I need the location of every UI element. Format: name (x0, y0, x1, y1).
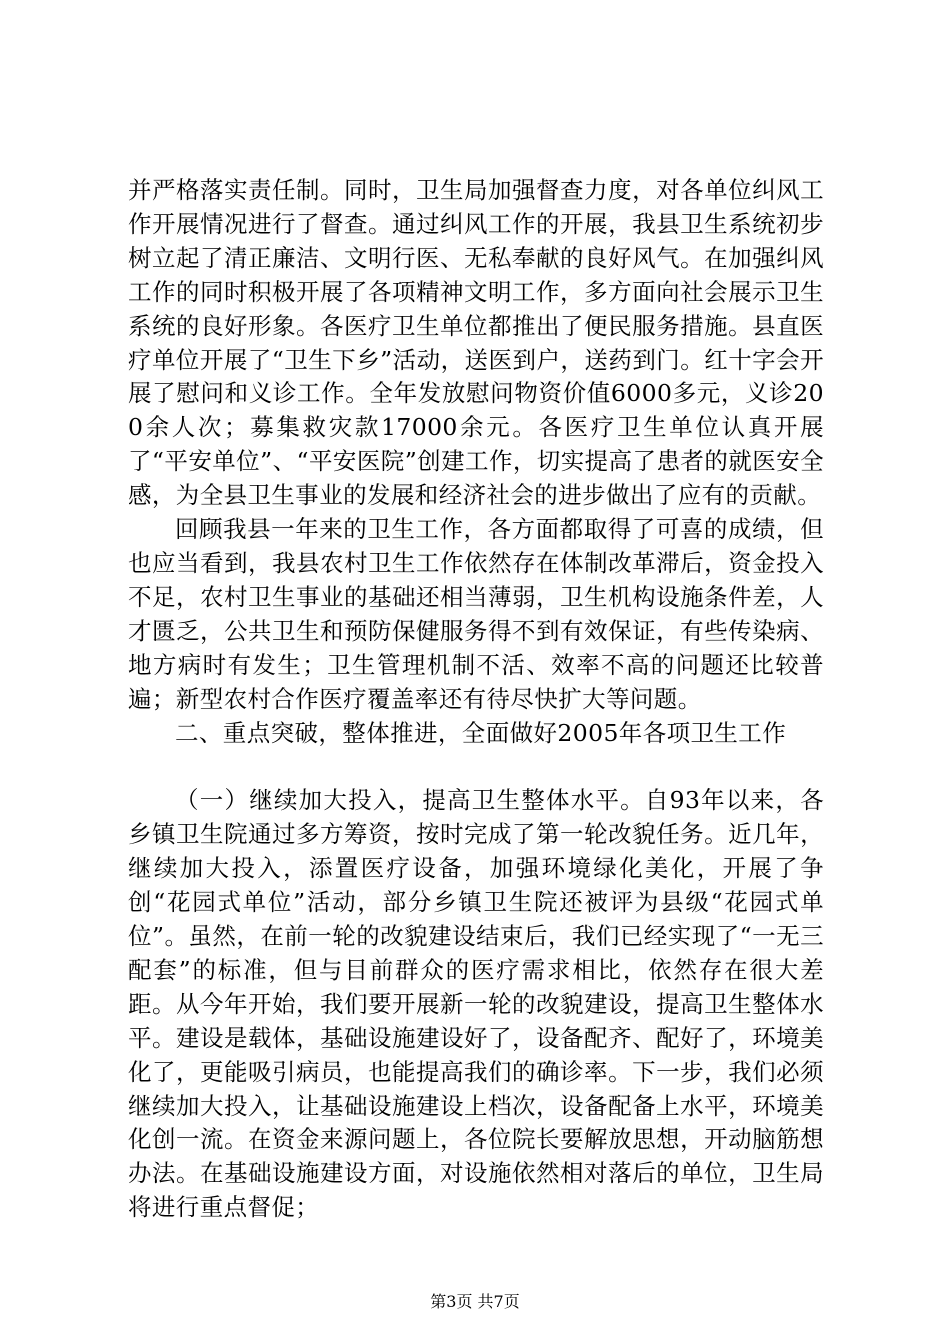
section-heading: 二、重点突破，整体推进，全面做好2005年各项卫生工作 (175, 718, 787, 747)
paragraph-2: 回顾我县一年来的卫生工作，各方面都取得了可喜的成绩，但也应当看到，我县农村卫生工作依然存在体制改革滞后，资金投入不足，农村卫生事业的基础还相当薄弱，卫生机构设施条件差，人才匮乏，公共卫生和预防保健服务得不到有效保证，有些传染病、地方病时有发生；卫生管理机制不活、效率不高的问题还比较普遍；新型农村合作医疗覆盖率还有待尽快扩大等问题。 (128, 515, 824, 713)
paragraph-1: 并严格落实责任制。同时，卫生局加强督查力度，对各单位纠风工作开展情况进行了督查。通过纠风工作的开展，我县卫生系统初步树立起了清正廉洁、文明行医、无私奉献的良好风气。在加强纠风工作的同时积极开展了各项精神文明工作，多方面向社会展示卫生系统的良好形象。各医疗卫生单位都推出了便民服务措施。县直医疗单位开展了“卫生下乡”活动，送医到户，送药到门。红十字会开展了慰问和义诊工作。全年发放慰问物资价值6000多元，义诊200余人次；募集救灾款17000余元。各医疗卫生单位认真开展了“平安单位”、“平安医院”创建工作，切实提高了患者的就医安全感，为全县卫生事业的发展和经济社会的进步做出了应有的贡献。 (128, 176, 824, 510)
paragraph-3: （一）继续加大投入，提高卫生整体水平。自93年以来，各乡镇卫生院通过多方筹资，按时完成了第一轮改貌任务。近几年，继续加大投入，添置医疗设备，加强环境绿化美化，开展了争创“花园式单位”活动，部分乡镇卫生院还被评为县级“花园式单位”。虽然，在前一轮的改貌建设结束后，我们已经实现了“一无三配套”的标准，但与目前群众的医疗需求相比，依然存在很大差距。从今年开始，我们要开展新一轮的改貌建设，提高卫生整体水平。建设是载体，基础设施建设好了，设备配齐、配好了，环境美化了，更能吸引病员，也能提高我们的确诊率。下一步，我们必须继续加大投入，让基础设施建设上档次，设备配备上水平，环境美化创一流。在资金来源问题上，各位院长要解放思想，开动脑筋想办法。在基础设施建设方面，对设施依然相对落后的单位，卫生局将进行重点督促； (128, 786, 824, 1222)
document-body (128, 174, 824, 1225)
page-footer: 第3页 共7页 (430, 1292, 520, 1311)
